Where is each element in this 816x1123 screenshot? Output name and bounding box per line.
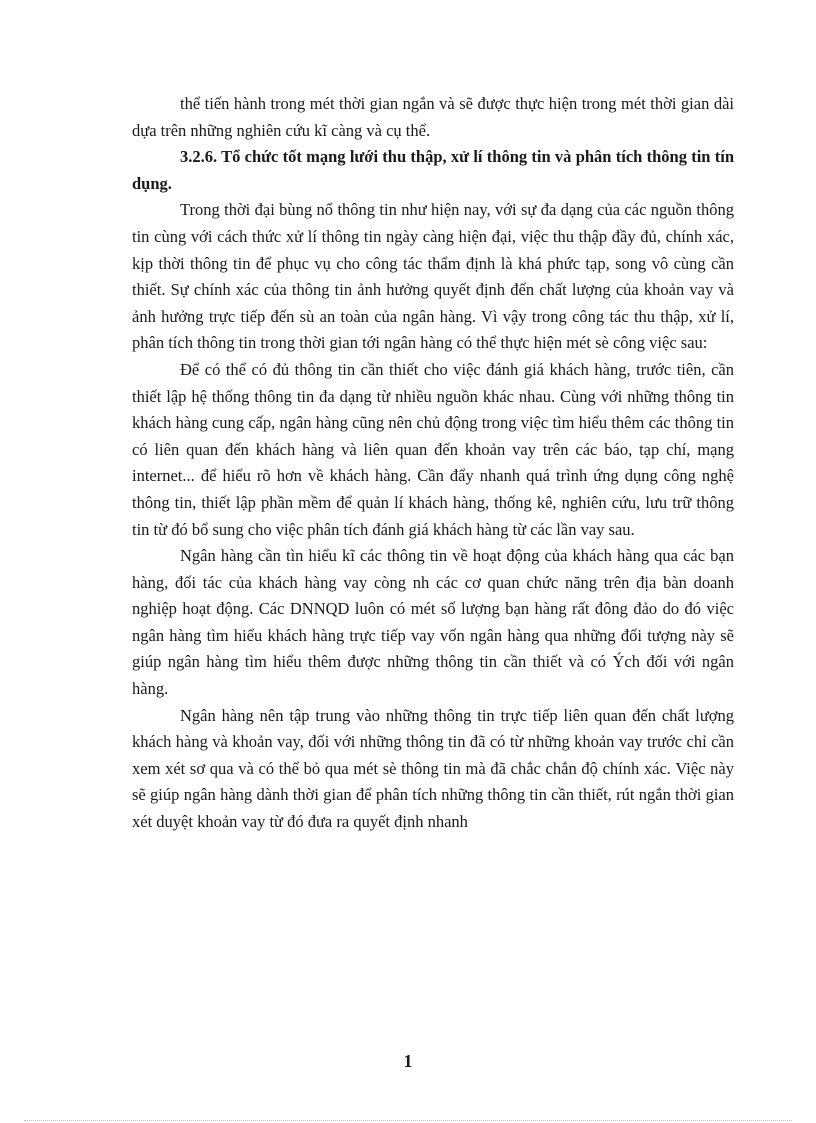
section-heading: 3.2.6. Tổ chức tốt mạng lưới thu thập, xử lí thông tin và phân tích thông tin tín dụng. bbox=[132, 147, 734, 193]
page-number: 1 bbox=[403, 1051, 413, 1071]
page-bottom-rule bbox=[24, 1120, 792, 1121]
paragraph: Để có thể có đủ thông tin cần thiết cho việc đánh giá khách hàng, trước tiên, cần thiết lập hệ thống thông tin đa dạng từ nhiều nguồn khác nhau. Cùng với những thông tin khách hàng cung cấp, ngân hàng cũng nên chủ động trong việc tìm hiểu thêm các thông tin có liên quan đến khách hàng và liên quan đến khoản vay trên các báo, tạp chí, mạng internet... để hiểu rõ hơn về khách hàng. Cần đẩy nhanh quá trình ứng dụng công nghệ thông tin, thiết lập phần mềm để quản lí khách hàng, thống kê, nghiên cứu, lưu trữ thông tin từ đó bổ sung cho việc phân tích đánh giá khách hàng từ các lần vay sau. bbox=[132, 359, 734, 539]
paragraph: Ngân hàng cần tìn hiểu kĩ các thông tin về hoạt động của khách hàng qua các bạn hàng, đối tác của khách hàng vay còng nh các cơ quan chức năng trên địa bàn doanh nghiệp hoạt động. Các DNNQD luôn có mét số lượng bạn hàng rất đông đảo do đó việc ngân hàng tìm hiểu khách hàng trực tiếp vay vốn ngân hàng qua những đối tượng này sẽ giúp ngân hàng tìm hiểu thêm được những thông tin cần thiết và có Ých đối với ngân hàng. bbox=[132, 546, 734, 699]
paragraph-continuation: thể tiến hành trong mét thời gian ngắn và sẽ được thực hiện trong mét thời gian dài dựa trên những nghiên cứu kĩ càng và cụ thể. bbox=[132, 94, 734, 140]
paragraph: Ngân hàng nên tập trung vào những thông tin trực tiếp liên quan đến chất lượng khách hàng và khoản vay, đối với những thông tin đã có từ những khoản vay trước chỉ cần xem xét sơ qua và có thể bỏ qua mét sè thông tin mà đã chắc chắn độ chính xác. Việc này sẽ giúp ngân hàng dành thời gian để phân tích những thông tin cần thiết, rút ngắn thời gian xét duyệt khoản vay từ đó đưa ra quyết định nhanh bbox=[132, 705, 734, 832]
paragraph: Trong thời đại bùng nổ thông tin như hiện nay, với sự đa dạng của các nguồn thông tin cùng với cách thức xử lí thông tin ngày càng hiện đại, việc thu thập đầy đủ, chính xác, kịp thời thông tin để phục vụ cho công tác thẩm định là khá phức tạp, song vô cùng cần thiết. Sự chính xác của thông tin ảnh hưởng quyết định đến chất lượng của khoản vay và ảnh hưởng trực tiếp đến sù an toàn của ngân hàng. Vì vậy trong công tác thu thập, xử lí, phân tích thông tin trong thời gian tới ngân hàng có thể thực hiện mét sè công việc sau: bbox=[132, 200, 734, 353]
body-text bbox=[132, 91, 734, 836]
